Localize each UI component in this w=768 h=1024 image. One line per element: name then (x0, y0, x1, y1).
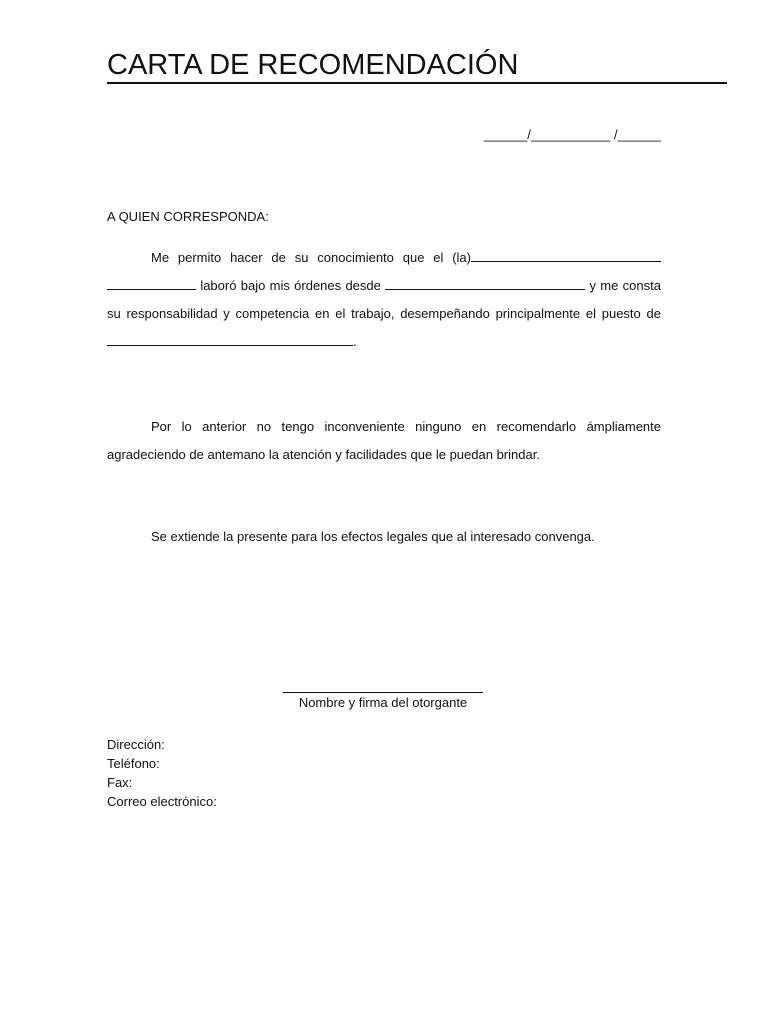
position-blank-line (107, 331, 353, 346)
closing-text: Se extiende la presente para los efectos legales que al interesado convenga. (151, 529, 595, 544)
paragraph-recommendation (107, 413, 661, 469)
name-blank-line-continued (107, 275, 196, 290)
contact-block (107, 735, 217, 811)
address-label: Dirección: (107, 737, 165, 752)
recommendation-text: Por lo anterior no tengo inconveniente ninguno en recomendarlo ámpliamente agradeciendo de antemano la atención y facilidades que le puedan brindar. (107, 419, 661, 462)
salutation: A QUIEN CORRESPONDA: (107, 209, 269, 224)
intro-text-part1: Me permito hacer de su conocimiento que el (la) (151, 250, 471, 265)
name-blank-line (471, 247, 661, 262)
email-label: Correo electrónico: (107, 794, 217, 809)
phone-label: Teléfono: (107, 756, 160, 771)
date-placeholder: ______/___________ /______ (483, 127, 661, 142)
document-title: CARTA DE RECOMENDACIÓN (107, 48, 727, 84)
intro-text-part4: . (353, 334, 357, 349)
intro-text-part2: laboró bajo mis órdenes desde (200, 278, 381, 293)
signature-caption: Nombre y firma del otorgante (298, 695, 468, 710)
fax-label: Fax: (107, 775, 133, 790)
intro-text-part3: y me consta su responsabilidad y competencia en el trabajo, desempeñando principalmente el puesto de (107, 278, 661, 321)
paragraph-introduction (107, 244, 661, 356)
start-date-blank-line (385, 275, 585, 290)
signature-line (283, 692, 483, 693)
paragraph-closing (107, 523, 661, 551)
